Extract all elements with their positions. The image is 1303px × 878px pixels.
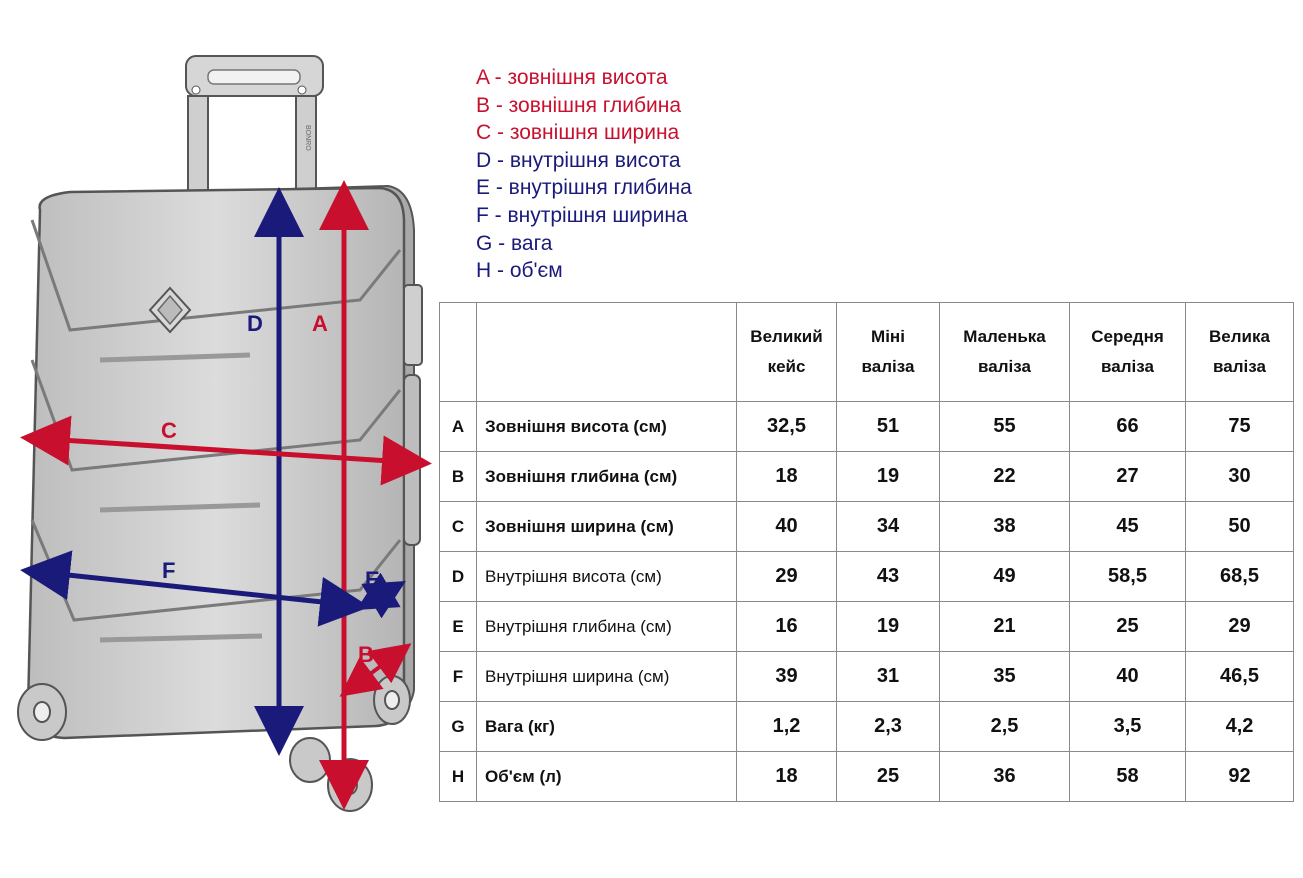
row-label: Внутрішня глибина (см) <box>477 602 737 652</box>
table-cell: 92 <box>1186 752 1294 802</box>
column-header-line1: Маленька <box>963 327 1046 346</box>
column-header-line1: Середня <box>1091 327 1164 346</box>
column-header <box>1070 303 1186 402</box>
header-empty-letter <box>440 303 477 402</box>
size-table <box>439 302 1294 802</box>
table-cell: 21 <box>940 602 1070 652</box>
row-label: Зовнішня глибина (см) <box>477 452 737 502</box>
table-row <box>440 452 1294 502</box>
brand-text: BONRO <box>304 125 311 151</box>
table-row <box>440 702 1294 752</box>
column-header <box>737 303 837 402</box>
column-header-line2: валіза <box>1213 357 1266 376</box>
column-header-line2: кейс <box>767 357 806 376</box>
table-cell: 4,2 <box>1186 702 1294 752</box>
table-row <box>440 502 1294 552</box>
table-cell: 51 <box>837 402 940 452</box>
table-cell: 66 <box>1070 402 1186 452</box>
legend-item-c: C - зовнішня ширина <box>476 121 680 145</box>
row-letter: D <box>440 552 477 602</box>
table-cell: 58,5 <box>1070 552 1186 602</box>
table-cell: 49 <box>940 552 1070 602</box>
column-header-line2: валіза <box>1101 357 1154 376</box>
side-lock <box>404 285 422 545</box>
table-cell: 55 <box>940 402 1070 452</box>
legend-item-h: H - об'єм <box>476 259 563 283</box>
table-row <box>440 602 1294 652</box>
row-label: Внутрішня ширина (см) <box>477 652 737 702</box>
row-label: Об'єм (л) <box>477 752 737 802</box>
table-cell: 22 <box>940 452 1070 502</box>
row-label: Зовнішня висота (см) <box>477 402 737 452</box>
header-empty-label <box>477 303 737 402</box>
row-letter: H <box>440 752 477 802</box>
table-cell: 16 <box>737 602 837 652</box>
table-cell: 3,5 <box>1070 702 1186 752</box>
table-cell: 25 <box>1070 602 1186 652</box>
label-a: A <box>312 311 328 336</box>
table-cell: 18 <box>737 752 837 802</box>
table-cell: 29 <box>737 552 837 602</box>
table-row <box>440 652 1294 702</box>
legend-item-g: G - вага <box>476 231 553 255</box>
table-cell: 32,5 <box>737 402 837 452</box>
label-d: D <box>247 311 263 336</box>
table-header-row <box>440 303 1294 402</box>
table-cell: 38 <box>940 502 1070 552</box>
row-letter: B <box>440 452 477 502</box>
table-cell: 1,2 <box>737 702 837 752</box>
column-header-line2: валіза <box>861 357 915 376</box>
table-cell: 19 <box>837 602 940 652</box>
row-letter: E <box>440 602 477 652</box>
row-letter: A <box>440 402 477 452</box>
row-label: Внутрішня висота (см) <box>477 552 737 602</box>
table-cell: 18 <box>737 452 837 502</box>
suitcase-diagram <box>0 0 440 878</box>
table-cell: 25 <box>837 752 940 802</box>
table-cell: 36 <box>940 752 1070 802</box>
table-cell: 68,5 <box>1186 552 1294 602</box>
table-cell: 45 <box>1070 502 1186 552</box>
column-header-line1: Велика <box>1209 327 1270 346</box>
column-header <box>1186 303 1294 402</box>
column-header-line1: Великий <box>750 327 823 346</box>
label-b: B <box>358 642 374 667</box>
table-cell: 39 <box>737 652 837 702</box>
table-body <box>440 402 1294 802</box>
table-cell: 34 <box>837 502 940 552</box>
dimension-legend <box>476 64 692 285</box>
column-header <box>940 303 1070 402</box>
row-label: Зовнішня ширина (см) <box>477 502 737 552</box>
table-cell: 75 <box>1186 402 1294 452</box>
table-cell: 43 <box>837 552 940 602</box>
table-cell: 35 <box>940 652 1070 702</box>
row-label: Вага (кг) <box>477 702 737 752</box>
table-cell: 31 <box>837 652 940 702</box>
table-cell: 40 <box>737 502 837 552</box>
row-letter: G <box>440 702 477 752</box>
table-cell: 27 <box>1070 452 1186 502</box>
suitcase-shell <box>28 188 404 738</box>
label-c: C <box>161 418 177 443</box>
table-row <box>440 402 1294 452</box>
table-cell: 40 <box>1070 652 1186 702</box>
table-cell: 30 <box>1186 452 1294 502</box>
table-row <box>440 752 1294 802</box>
row-letter: C <box>440 502 477 552</box>
legend-item-d: D - внутрішня висота <box>476 148 681 172</box>
table-cell: 50 <box>1186 502 1294 552</box>
legend-item-b: B - зовнішня глибина <box>476 93 682 117</box>
telescopic-handle <box>186 56 323 196</box>
column-header-line1: Міні <box>871 327 905 346</box>
legend-item-f: F - внутрішня ширина <box>476 203 688 227</box>
column-header <box>837 303 940 402</box>
table-cell: 58 <box>1070 752 1186 802</box>
table-cell: 29 <box>1186 602 1294 652</box>
column-header-line2: валіза <box>978 357 1031 376</box>
table-cell: 2,3 <box>837 702 940 752</box>
label-e: E <box>365 567 380 592</box>
label-f: F <box>162 558 176 583</box>
table-cell: 2,5 <box>940 702 1070 752</box>
table-row <box>440 552 1294 602</box>
table-cell: 19 <box>837 452 940 502</box>
legend-item-e: E - внутрішня глибина <box>476 176 692 200</box>
table-cell: 46,5 <box>1186 652 1294 702</box>
row-letter: F <box>440 652 477 702</box>
legend-item-a: A - зовнішня висота <box>476 66 668 89</box>
